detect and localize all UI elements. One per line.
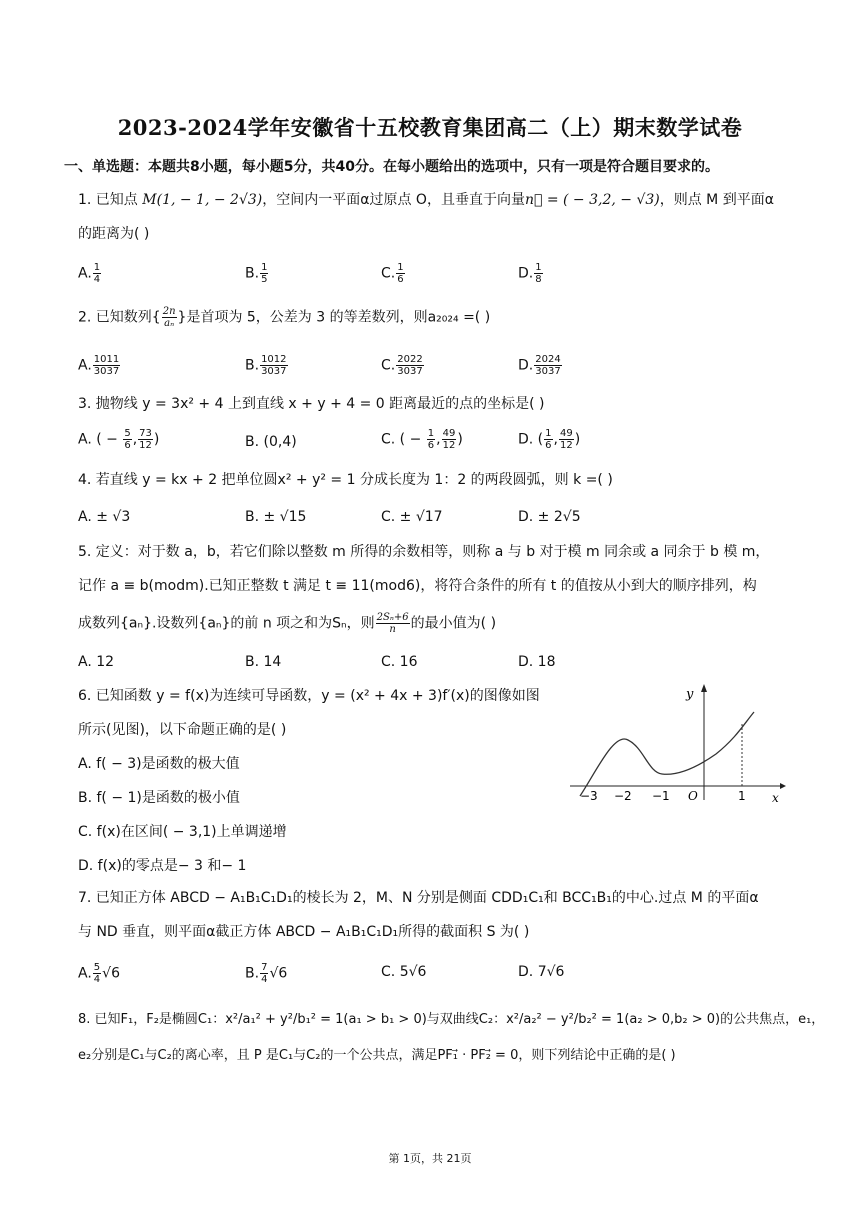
q5-option-c: C. 16: [381, 654, 418, 670]
fraction: $\frac{1}{6}$: [397, 262, 404, 285]
y-label: y: [686, 687, 694, 702]
y-axis-arrow: [701, 684, 707, 692]
option-label: D.: [518, 265, 534, 282]
fraction: $\frac{5}{6}$: [124, 428, 131, 451]
q2-option-c: C. $\frac{2022}{3037}$: [381, 354, 423, 377]
fraction: $\frac{2022}{3037}$: [397, 354, 423, 377]
tick-minus2: −2: [614, 789, 632, 802]
q5-option-b: B. 14: [245, 654, 282, 670]
q4-line: 4. 若直线 y = kx + 2 把单位圆x² + y² = 1 分成长度为 1：2 的两段圆弧，则 k =( ): [78, 472, 613, 488]
q2-option-a: A. $\frac{1011}{3037}$: [78, 354, 120, 377]
tick-minus1: −1: [652, 789, 670, 802]
q6-function-graph: [566, 682, 786, 802]
q5-line1: 5. 定义：对于数 a，b，若它们除以整数 m 所得的余数相等，则称 a 与 b 对于模 m 同余或 a 同余于 b 模 m，: [78, 544, 770, 560]
q4-option-a: A. ± √3: [78, 509, 131, 525]
q1-vector: n⃗ = ( − 3,2, − √3): [524, 192, 660, 208]
q3-option-b: B. (0,4): [245, 434, 297, 450]
fraction: $\frac{1}{6}$: [545, 428, 552, 451]
q5-line2: 记作 a ≡ b(modm).已知正整数 t 满足 t ≡ 11(mod6)，将符合条件的所有 t 的值按从小到大的顺序排列，构: [78, 578, 757, 594]
fraction: $\frac{2n}{\text{aₙ}}$: [162, 306, 176, 329]
q7-line2: 与 ND 垂直，则平面α截正方体 ABCD − A₁B₁C₁D₁所得的截面积 S 为( ): [78, 924, 530, 940]
section-heading: 一、单选题：本题共8小题，每小题5分，共40分。在每小题给出的选项中，只有一项是符合题目要求的。: [64, 159, 719, 175]
option-label: A.: [78, 265, 92, 282]
q8-line2: e₂分别是C₁与C₂的离心率，且 P 是C₁与C₂的一个公共点，满足PF₁⃗ · PF₂⃗ = 0，则下列结论中正确的是( ): [78, 1048, 676, 1063]
q2-text-post: }是首项为 5，公差为 3 的等差数列，则a₂₀₂₄ =( ): [177, 309, 491, 326]
fraction: $\frac{1}{4}$: [93, 262, 101, 285]
q1-text-c: ，则点 M 到平面α: [659, 192, 774, 208]
q1-option-c: [381, 262, 406, 285]
q7-option-d: D. 7√6: [518, 964, 565, 980]
q8-line1: 8. 已知F₁，F₂是椭圆C₁：x²/a₁² + y²/b₁² = 1(a₁ > b₁ > 0)与双曲线C₂：x²/a₂² − y²/b₂² = 1(a₂ > 0,b₂ > 0)的公共焦点，e₁，: [78, 1012, 825, 1027]
q4-option-c: C. ± √17: [381, 509, 443, 525]
q1-point: M(1, − 1, − 2√3): [142, 192, 263, 208]
q5-line3: 成数列{aₙ}.设数列{aₙ}的前 n 项之和为Sₙ，则 $\frac{\text{2Sₙ+6}}{n}$ 的最小值为( ): [78, 612, 497, 635]
option-label: B.: [245, 265, 260, 282]
fraction: $\frac{2024}{3037}$: [535, 354, 561, 377]
q6-option-c: C. f(x)在区间( − 3,1)上单调递增: [78, 824, 287, 840]
page-title: 2023-2024学年安徽省十五校教育集团高二（上）期末数学试卷: [117, 115, 743, 140]
q7-option-b: B. $\frac{7}{4}$ √6: [245, 962, 288, 985]
q1-line1: [78, 190, 774, 210]
q1-text-a: 1. 已知点: [78, 192, 143, 208]
q3-option-a: A. ( − $\frac{5}{6}$ , $\frac{73}{12}$ ): [78, 428, 160, 451]
q6-option-d: D. f(x)的零点是− 3 和− 1: [78, 858, 247, 874]
fraction: $\frac{7}{4}$: [261, 962, 268, 985]
fraction: $\frac{1}{6}$: [427, 428, 435, 451]
q7-line1: 7. 已知正方体 ABCD − A₁B₁C₁D₁的棱长为 2，M、N 分别是侧面 CDD₁C₁和 BCC₁B₁的中心.过点 M 的平面α: [78, 890, 759, 906]
q4-option-d: D. ± 2√5: [518, 509, 581, 525]
fraction: $\frac{49}{12}$: [442, 428, 456, 451]
tick-minus3: −3: [580, 789, 598, 802]
q3-option-d: D. ( $\frac{1}{6}$ , $\frac{49}{12}$ ): [518, 428, 581, 451]
q2-line: [78, 306, 490, 329]
q1-option-d: [518, 262, 544, 285]
fraction: $\frac{1012}{3037}$: [261, 354, 287, 377]
fraction: $\frac{49}{12}$: [559, 428, 573, 451]
q2-option-b: B. $\frac{1012}{3037}$: [245, 354, 287, 377]
q4-option-b: B. ± √15: [245, 509, 307, 525]
x-label: x: [772, 791, 779, 802]
origin-label: O: [688, 789, 698, 802]
q2-text-pre: 2. 已知数列{: [78, 309, 161, 326]
fraction: $\frac{1}{8}$: [535, 262, 542, 285]
q5-option-a: A. 12: [78, 654, 115, 670]
q1-option-a: [78, 262, 102, 285]
fraction: $\frac{1}{5}$: [261, 262, 268, 285]
fraction: $\frac{73}{12}$: [139, 428, 152, 451]
q6-option-b: B. f( − 1)是函数的极小值: [78, 790, 240, 806]
x-axis-arrow: [780, 783, 786, 789]
q5-option-d: D. 18: [518, 654, 556, 670]
q6-line1: 6. 已知函数 y = f(x)为连续可导函数，y = (x² + 4x + 3)f′(x)的图像如图: [78, 688, 540, 704]
q1-text-b: ，空间内一平面α过原点 O，且垂直于向量: [262, 192, 525, 208]
q6-line2: 所示(见图)，以下命题正确的是( ): [78, 722, 287, 738]
q7-option-c: C. 5√6: [381, 964, 427, 980]
q6-option-a: A. f( − 3)是函数的极大值: [78, 756, 240, 772]
fraction: $\frac{1011}{3037}$: [93, 354, 120, 377]
q1-line2: 的距离为( ): [78, 226, 150, 242]
fraction: $\frac{\text{2Sₙ+6}}{n}$: [376, 612, 409, 635]
q2-option-d: D. $\frac{2024}{3037}$: [518, 354, 561, 377]
fraction: $\frac{5}{4}$: [93, 962, 101, 985]
q7-option-a: A. $\frac{5}{4}$ √6: [78, 962, 120, 985]
tick-1: 1: [738, 789, 746, 802]
q1-option-b: [245, 262, 269, 285]
q3-line: 3. 抛物线 y = 3x² + 4 上到直线 x + y + 4 = 0 距离最近的点的坐标是( ): [78, 396, 545, 412]
page-footer: 第 1页，共 21页: [388, 1152, 472, 1165]
curve: [580, 712, 754, 796]
option-label: C.: [381, 265, 396, 282]
q3-option-c: C. ( − $\frac{1}{6}$ , $\frac{49}{12}$ ): [381, 428, 463, 451]
